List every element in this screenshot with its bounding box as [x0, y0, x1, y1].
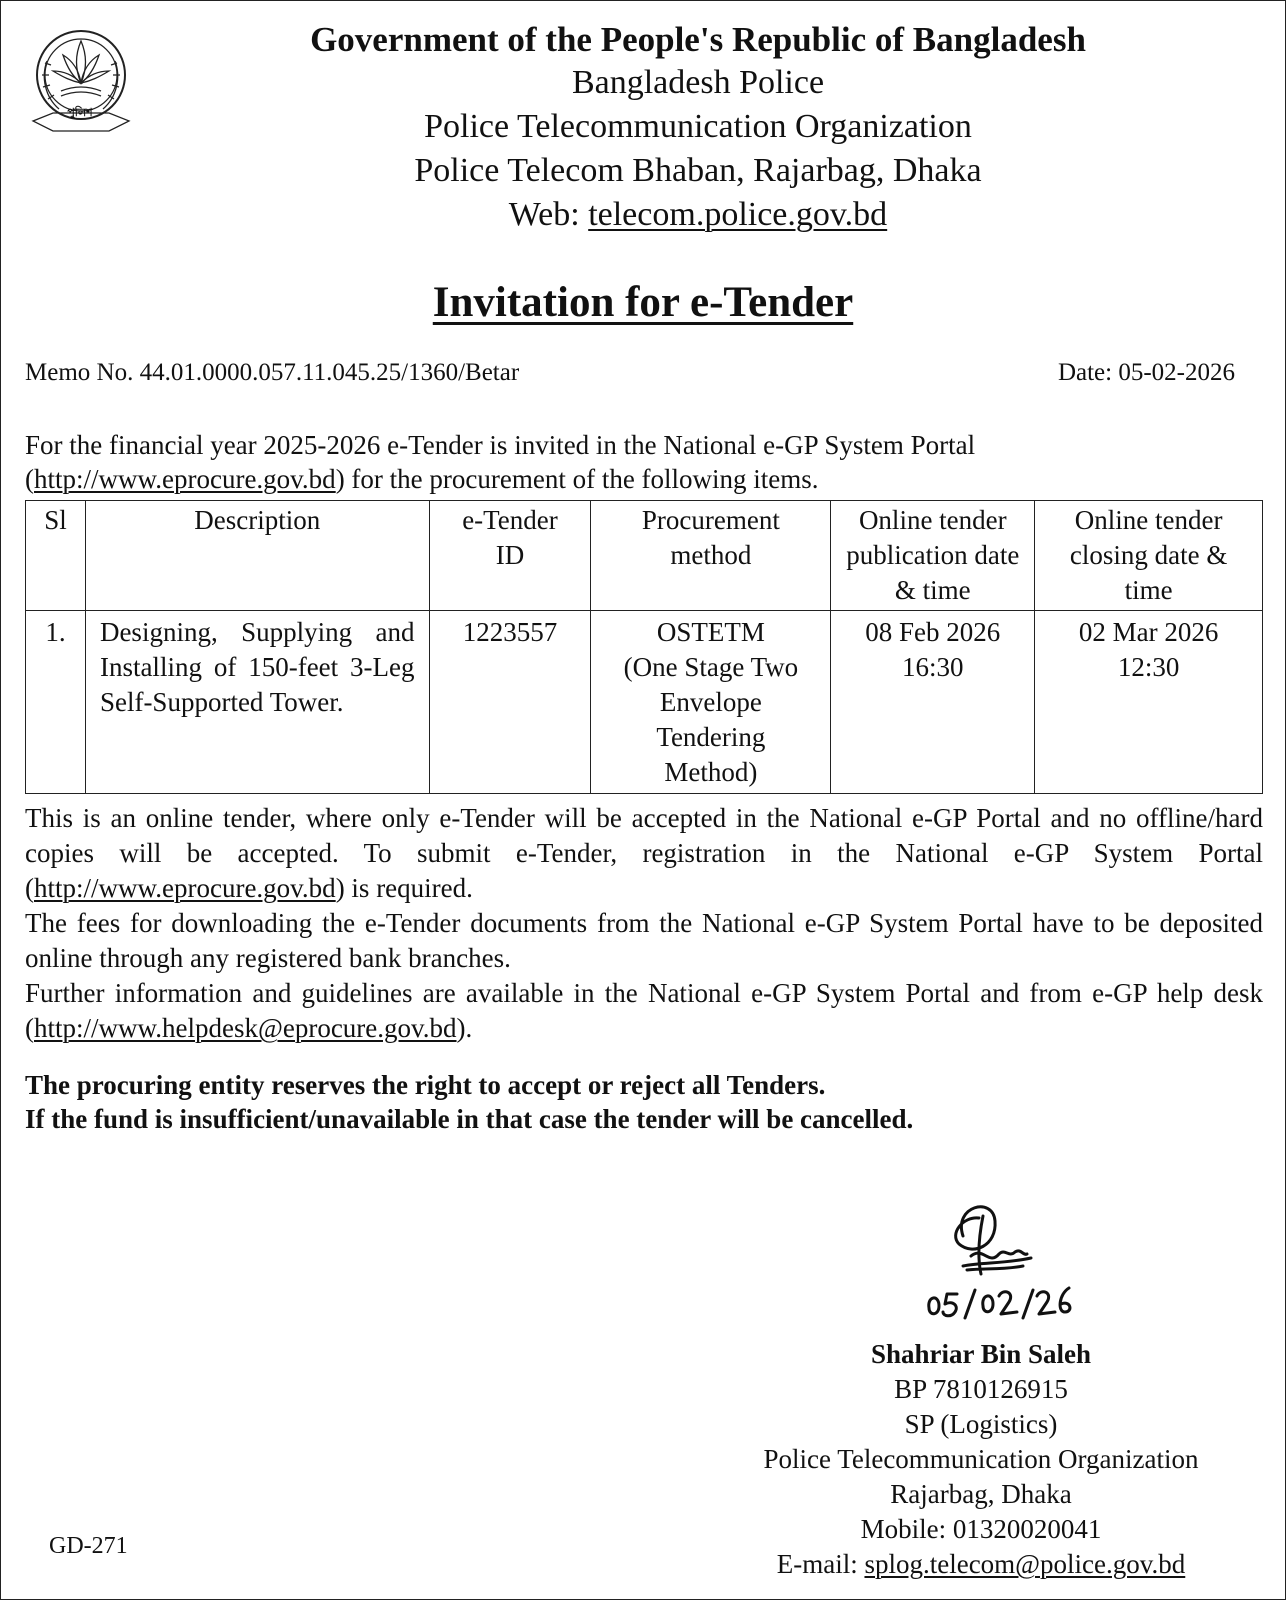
tender-instructions	[25, 801, 1263, 1046]
header-sl: Sl	[26, 501, 86, 611]
website-label: Web:	[508, 196, 580, 233]
header-closing-date: Online tender closing date & time	[1035, 501, 1263, 611]
intro-text: For the financial year 2025-2026 e-Tender is invited in the National e-GP System Portal	[25, 430, 976, 460]
intro-line-2: (http://www.eprocure.gov.bd) for the procurement of the following items.	[25, 464, 819, 494]
cell-description: Designing, Supplying and Installing of 150-feet 3-Leg Self-Supported Tower.	[85, 611, 429, 794]
signatory-location: Rajarbag, Dhaka	[890, 1479, 1072, 1509]
title-text: Invitation for e-Tender	[432, 279, 854, 326]
closing-date: 02 Mar 2026	[1078, 617, 1219, 647]
signatory-organization: Police Telecommunication Organization	[763, 1444, 1199, 1474]
note-funding: If the fund is insufficient/unavailable in that case the tender will be cancelled.	[25, 1104, 914, 1134]
signatory-email-line	[701, 1547, 1261, 1582]
header-description: Description	[85, 501, 429, 611]
tender-table	[25, 500, 1263, 794]
signatory-block	[701, 1337, 1261, 1582]
signatory-name: Shahriar Bin Saleh	[870, 1339, 1092, 1369]
memo-number: Memo No. 44.01.0000.057.11.045.25/1360/Betar	[25, 359, 520, 386]
cell-closing-date	[1035, 611, 1263, 794]
instruction-helpdesk: Further information and guidelines are available in the National e-GP System Portal and from e-GP help desk (http://www.helpdesk@eprocure.gov.bd).	[25, 978, 1263, 1043]
header-procurement-method: Procurement method	[591, 501, 831, 611]
cell-procurement-method	[591, 611, 831, 794]
publication-date: 08 Feb 2026	[865, 617, 1001, 647]
handwritten-signature	[923, 1196, 1073, 1336]
important-notes	[25, 1068, 1263, 1136]
intro-paragraph	[25, 428, 1263, 496]
note-rights: The procuring entity reserves the right to accept or reject all Tenders.	[25, 1070, 826, 1100]
header-tender-id: e-Tender ID	[429, 501, 591, 611]
letterhead	[141, 19, 1255, 237]
cell-tender-id: 1223557	[429, 611, 591, 794]
cell-sl: 1.	[26, 611, 86, 794]
table-header-row	[26, 501, 1263, 611]
method-code: OSTETM	[656, 617, 765, 647]
page-title	[1, 277, 1285, 329]
website-line	[141, 193, 1255, 237]
organization-name: Police Telecommunication Organization	[424, 108, 972, 145]
publication-time: 16:30	[902, 652, 964, 682]
signatory-mobile: Mobile: 01320020041	[860, 1514, 1102, 1544]
website-link[interactable]: telecom.police.gov.bd	[588, 196, 888, 233]
table-row	[26, 611, 1263, 794]
organization-address: Police Telecom Bhaban, Rajarbag, Dhaka	[414, 152, 982, 189]
emblem-inscription: পুলিশ	[67, 106, 93, 119]
eprocure-link-2[interactable]: http://www.eprocure.gov.bd	[34, 873, 336, 903]
memo-date: Date: 05-02-2026	[1057, 359, 1235, 386]
method-full: (One Stage Two Envelope Tendering Method)	[623, 652, 799, 787]
department-name: Bangladesh Police	[571, 64, 825, 101]
signatory-designation: SP (Logistics)	[904, 1409, 1058, 1439]
eprocure-link[interactable]: http://www.eprocure.gov.bd	[34, 464, 336, 494]
document-code: GD-271	[49, 1533, 128, 1559]
instruction-online: This is an online tender, where only e-Tender will be accepted in the National e-GP Portal and no offline/hard copies will be accepted. To submit e-Tender, registration in the National e-GP System Portal (http://www.eprocure.gov.bd) is required.	[25, 803, 1263, 903]
helpdesk-link[interactable]: http://www.helpdesk@eprocure.gov.bd	[34, 1013, 457, 1043]
header-publication-date: Online tender publication date & time	[831, 501, 1035, 611]
closing-time: 12:30	[1117, 652, 1180, 682]
email-link[interactable]: splog.telecom@police.gov.bd	[864, 1549, 1186, 1579]
instruction-fees: The fees for downloading the e-Tender documents from the National e-GP System Portal have to be deposited online through any registered bank branches.	[25, 908, 1263, 973]
signatory-bp: BP 7810126915	[894, 1374, 1068, 1404]
cell-publication-date	[831, 611, 1035, 794]
government-name: Government of the People's Republic of Bangladesh	[310, 20, 1086, 59]
email-label: E-mail:	[776, 1549, 858, 1579]
